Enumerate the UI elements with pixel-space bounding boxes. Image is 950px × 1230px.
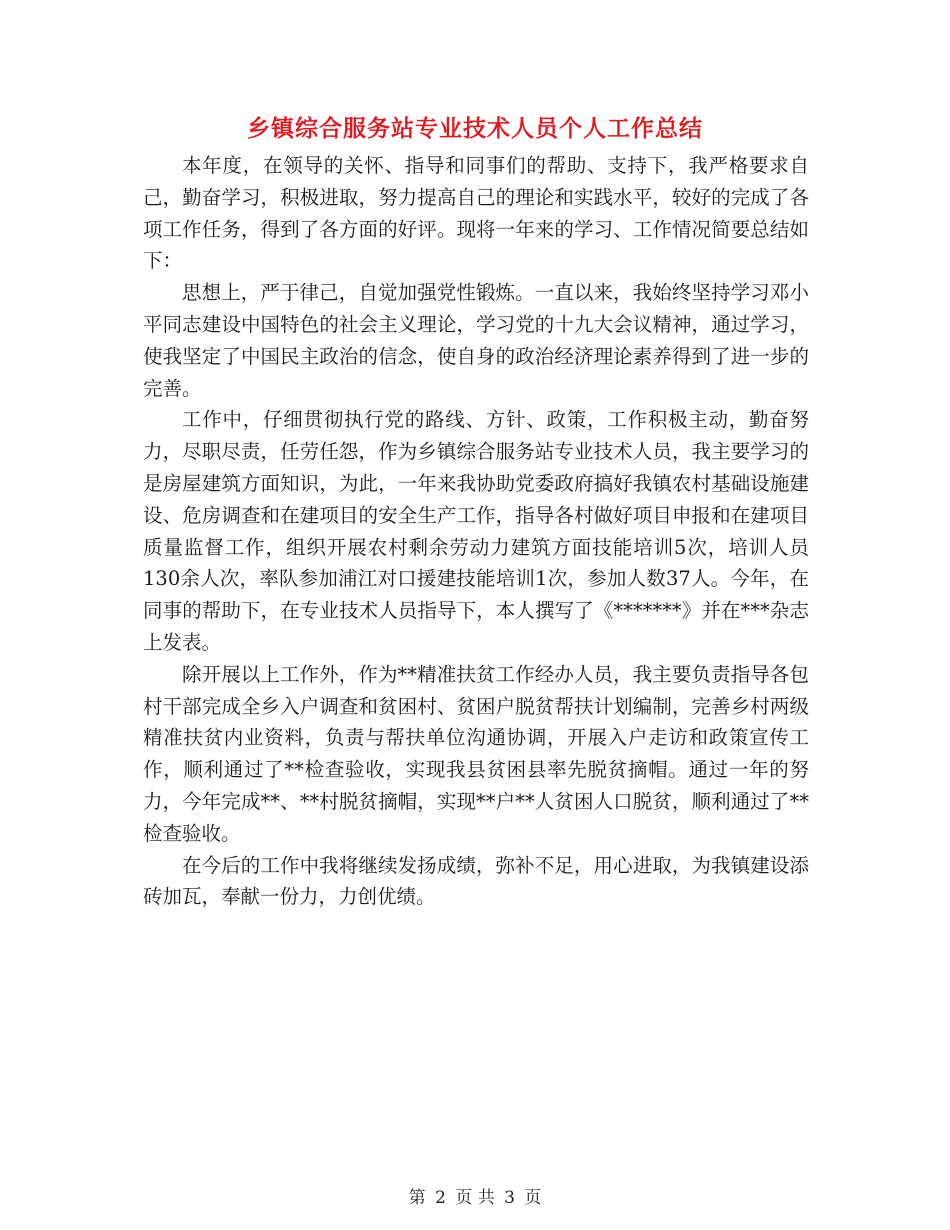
paragraph-conclusion: 在今后的工作中我将继续发扬成绩，弥补不足，用心进取，为我镇建设添砖加瓦，奉献一份力，力创优绩。: [143, 853, 809, 909]
page-footer: [0, 1183, 950, 1208]
page-current: 2: [435, 1188, 446, 1208]
paragraph-ideology: 思想上，严于律己，自觉加强党性锻炼。一直以来，我始终坚持学习邓小平同志建设中国特色的社会主义理论，学习党的十九大会议精神，通过学习，使我坚定了中国民主政治的信念，使自身的政治经济理论素养得到了进一步的完善。: [143, 281, 809, 400]
paragraph-work: 工作中，仔细贯彻执行党的路线、方针、政策，工作积极主动，勤奋努力，尽职尽责，任劳任怨，作为乡镇综合服务站专业技术人员，我主要学习的是房屋建筑方面知识，为此，一年来我协助党委政府搞好我镇农村基础设施建设、危房调查和在建项目的安全生产工作，指导各村做好项目申报和在建项目质量监督工作，组织开展农村剩余劳动力建筑方面技能培训5次，培训人员130余人次，率队参加浦江对口援建技能培训1次，参加人数37人。今年，在同事的帮助下，在专业技术人员指导下，本人撰写了《*******》并在***杂志上发表。: [143, 408, 809, 654]
document-title: 乡镇综合服务站专业技术人员个人工作总结: [247, 116, 703, 142]
paragraph-poverty-alleviation: 除开展以上工作外，作为**精准扶贫工作经办人员，我主要负责指导各包村干部完成全乡入户调查和贫困村、贫困户脱贫帮扶计划编制，完善乡村两级精准扶贫内业资料，负责与帮扶单位沟通协调，开展入户走访和政策宣传工作，顺利通过了**检查验收，实现我县贫困县率先脱贫摘帽。通过一年的努力，今年完成**、**村脱贫摘帽，实现**户**人贫困人口脱贫，顺利通过了**检查验收。: [143, 662, 809, 845]
paragraph-intro: 本年度，在领导的关怀、指导和同事们的帮助、支持下，我严格要求自己，勤奋学习，积极进取，努力提高自己的理论和实践水平，较好的完成了各项工作任务，得到了各方面的好评。现将一年来的学习、工作情况简要总结如下：: [143, 154, 809, 273]
page-label-prefix: 第: [408, 1188, 426, 1208]
page-label-mid: 页 共: [455, 1188, 495, 1208]
document-body: [143, 150, 809, 913]
page-label-suffix: 页: [524, 1188, 542, 1208]
page-total: 3: [504, 1188, 515, 1208]
